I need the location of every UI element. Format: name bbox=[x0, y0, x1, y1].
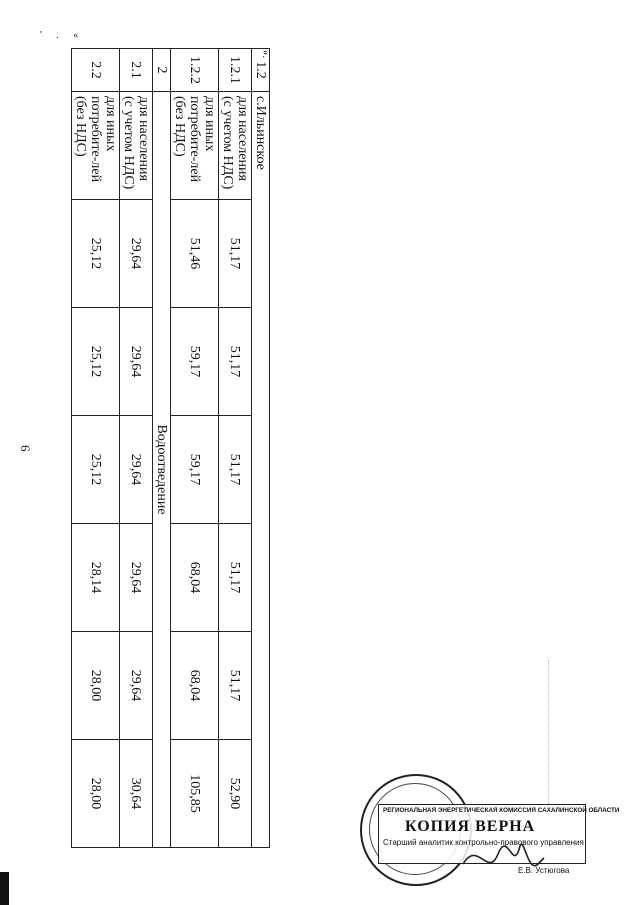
tariff-value-cell: 68,04 bbox=[171, 632, 219, 740]
row-name-cell: для населения (с учетом НДС) bbox=[120, 92, 153, 200]
section-title-cell: Водоотведение bbox=[153, 92, 171, 848]
tariff-value-cell: 25,12 bbox=[72, 416, 120, 524]
tariff-value-cell: 29,64 bbox=[120, 524, 153, 632]
tariff-value-cell: 59,17 bbox=[171, 308, 219, 416]
closing-quote: ». bbox=[260, 49, 273, 59]
row-name-cell: для населения (с учетом НДС) bbox=[219, 92, 252, 200]
tariff-value-cell: 29,64 bbox=[120, 416, 153, 524]
scan-edge-bar bbox=[0, 872, 9, 905]
tariff-value-cell: 30,64 bbox=[120, 740, 153, 848]
table-row bbox=[72, 49, 120, 848]
row-number-cell: 1.2.1 bbox=[219, 49, 252, 92]
row-name-cell: для иных потребите-лей (без НДС) bbox=[171, 92, 219, 200]
row-number-cell: 1.2.2 bbox=[171, 49, 219, 92]
row-number-cell: 2.2 bbox=[72, 49, 120, 92]
tariff-value-cell: 29,64 bbox=[120, 200, 153, 308]
stamp-copy-label: КОПИЯ ВЕРНА bbox=[405, 818, 536, 835]
scan-specks: ' . « bbox=[40, 30, 85, 41]
tariff-value-cell: 28,00 bbox=[72, 740, 120, 848]
row-name-cell: для иных потребите-лей (без НДС) bbox=[72, 92, 120, 200]
tariff-value-cell: 25,12 bbox=[72, 308, 120, 416]
stamp-organization: РЕГИОНАЛЬНАЯ ЭНЕРГЕТИЧЕСКАЯ КОМИССИЯ САХАЛИНСКОЙ ОБЛАСТИ bbox=[383, 807, 620, 814]
certification-stamp bbox=[358, 768, 620, 886]
tariff-value-cell: 28,00 bbox=[72, 632, 120, 740]
tariff-table-rotated bbox=[73, 48, 273, 848]
tariff-value-cell: 25,12 bbox=[72, 200, 120, 308]
stamp-position: Старший аналитик контрольно-правового управления bbox=[383, 838, 584, 847]
tariff-value-cell: 52,90 bbox=[219, 740, 252, 848]
tariff-table bbox=[71, 48, 273, 848]
tariff-value-cell: 51,17 bbox=[219, 524, 252, 632]
row-name-cell: с.Ильинское bbox=[252, 92, 270, 848]
tariff-value-cell: 51,46 bbox=[171, 200, 219, 308]
row-number-cell: 1.2 bbox=[252, 49, 270, 92]
table-row bbox=[171, 49, 219, 848]
table-row bbox=[120, 49, 153, 848]
table-row bbox=[153, 49, 171, 848]
table-row bbox=[252, 49, 270, 848]
tariff-value-cell: 59,17 bbox=[171, 416, 219, 524]
row-number-cell: 2.1 bbox=[120, 49, 153, 92]
tariff-value-cell: 28,14 bbox=[72, 524, 120, 632]
tariff-value-cell: 68,04 bbox=[171, 524, 219, 632]
tariff-value-cell: 51,17 bbox=[219, 200, 252, 308]
page-number: 6 bbox=[18, 445, 33, 452]
tariff-value-cell: 51,17 bbox=[219, 416, 252, 524]
row-number-cell: 2 bbox=[153, 49, 171, 92]
table-row bbox=[219, 49, 252, 848]
tariff-value-cell: 29,64 bbox=[120, 632, 153, 740]
tariff-value-cell: 29,64 bbox=[120, 308, 153, 416]
tariff-value-cell: 105,85 bbox=[171, 740, 219, 848]
tariff-value-cell: 51,17 bbox=[219, 308, 252, 416]
stamp-signer: Е.В. Устюгова bbox=[518, 866, 570, 875]
tariff-value-cell: 51,17 bbox=[219, 632, 252, 740]
